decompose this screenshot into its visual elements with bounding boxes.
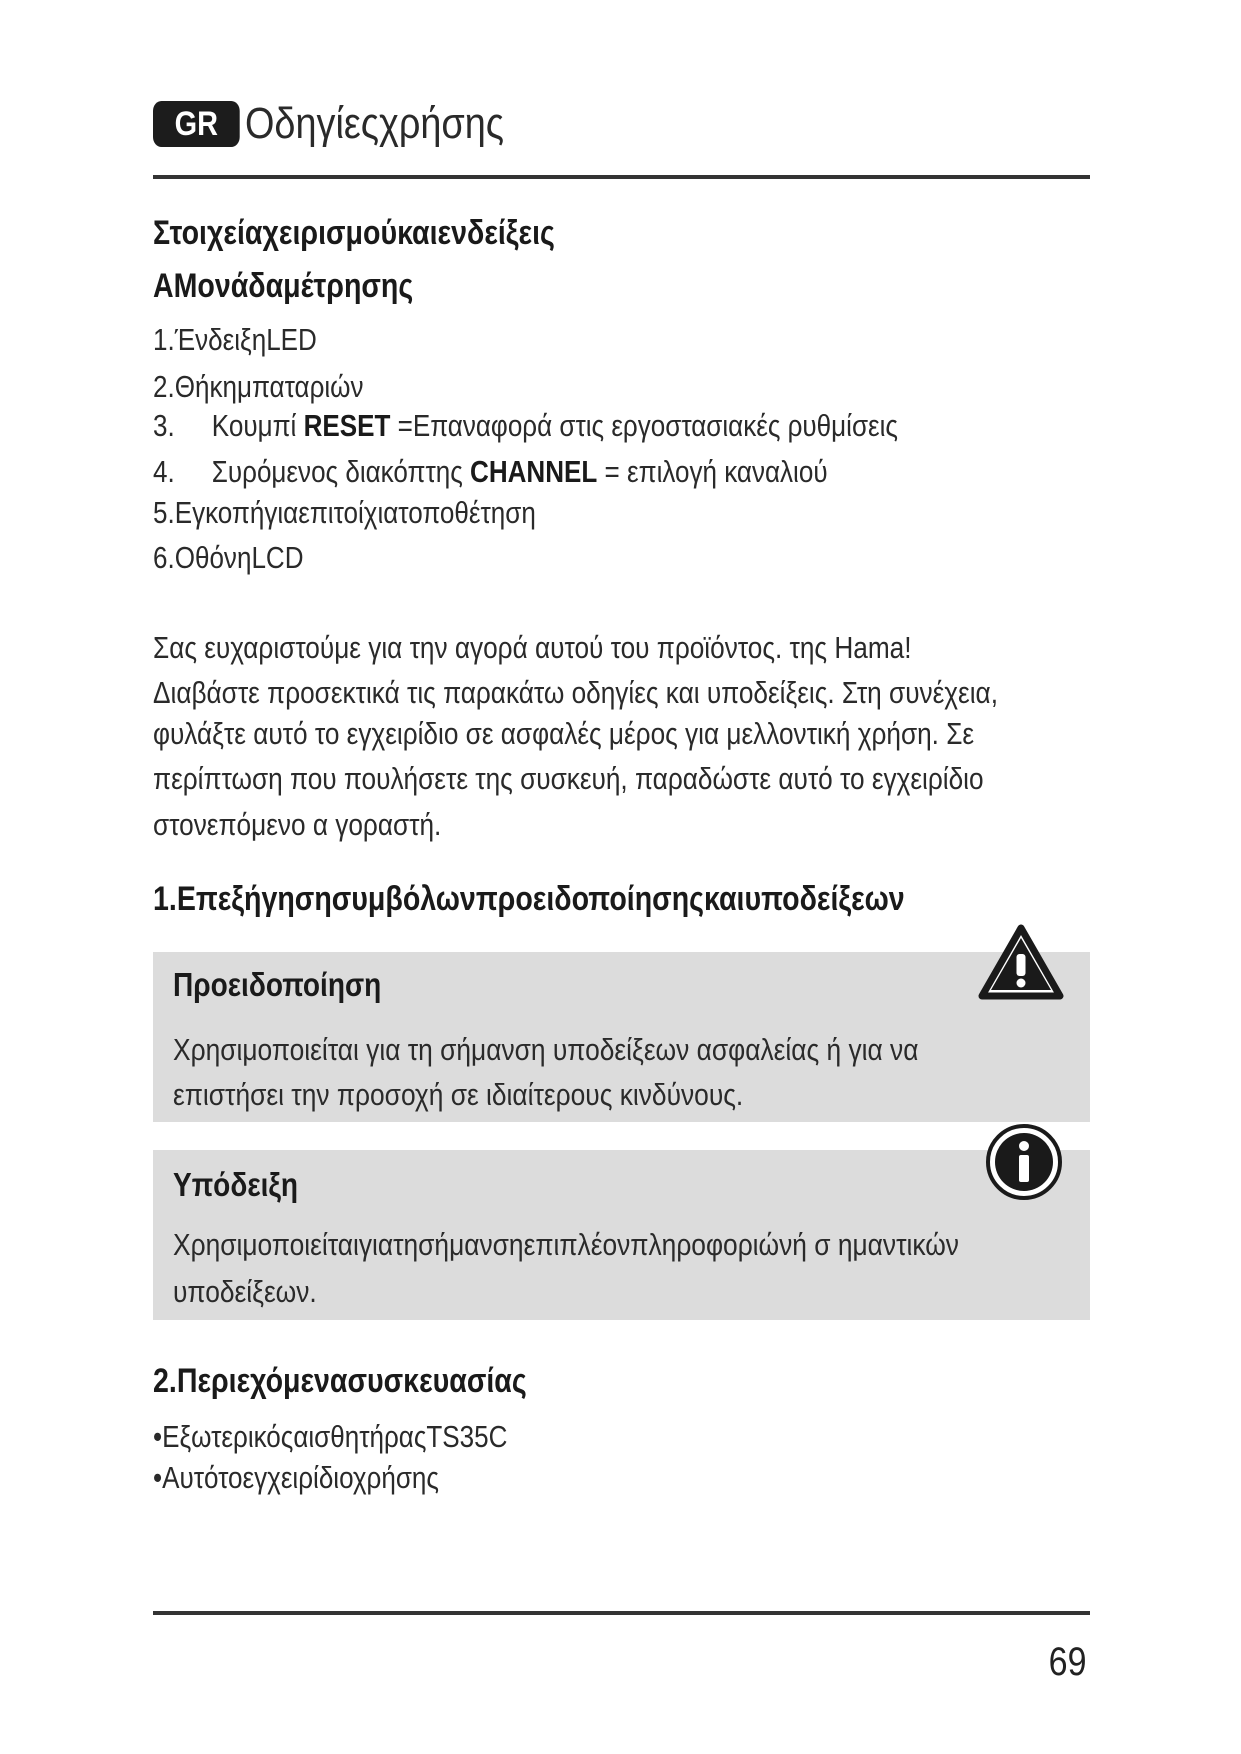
control-item-3-number: 3.: [153, 408, 175, 443]
control-item-4-pre: Συρόμενος διακόπτης: [211, 454, 471, 489]
control-item-3-key: RESET: [303, 408, 391, 443]
note-title: Υπόδειξη: [173, 1166, 299, 1203]
control-item-4: [153, 454, 828, 490]
intro-line-5: στονεπόμενο α γοραστή.: [153, 807, 442, 842]
section2-heading: 2.Περιεχόμενασυσκευασίας: [153, 1362, 527, 1400]
warning-line-1: Χρησιμοποιείται για τη σήμανση υποδείξεων ασφαλείας ή για να: [173, 1032, 919, 1067]
control-item-3-pre: Κουμπί: [211, 408, 304, 443]
unit-subheading: ΑΜονάδαμέτρησης: [153, 267, 414, 305]
intro-line-1: Σας ευχαριστούμε για την αγορά αυτού του προϊόντος. της Hama!: [153, 630, 912, 665]
note-line-2: υποδείξεων.: [173, 1274, 317, 1309]
intro-line-4: περίπτωση που πουλήσετε της συσκευή, παραδώστε αυτό το εγχειρίδιο: [153, 761, 984, 796]
footer-divider: [153, 1611, 1090, 1615]
language-badge: GR: [153, 101, 240, 147]
warning-line-2: επιστήσει την προσοχή σε ιδιαίτερους κινδύνους.: [173, 1077, 744, 1112]
package-item-2: •Αυτότοεγχειρίδιοχρήσης: [153, 1460, 439, 1495]
control-item-1: 1.ΈνδειξηLED: [153, 322, 317, 357]
warning-box: [153, 952, 1090, 1122]
control-item-3-post: =Επαναφορά στις εργοστασιακές ρυθμίσεις: [390, 408, 898, 443]
controls-heading: Στοιχείαχειρισμούκαιενδείξεις: [153, 214, 555, 252]
control-item-2: 2.Θήκημπαταριών: [153, 369, 364, 404]
intro-line-2: Διαβάστε προσεκτικά τις παρακάτω οδηγίες και υποδείξεις. Στη συνέχεια,: [153, 675, 998, 710]
control-item-4-key: CHANNEL: [470, 454, 598, 489]
page-header: [153, 96, 546, 152]
control-item-6: 6.ΟθόνηLCD: [153, 540, 304, 575]
control-item-3: [153, 408, 898, 444]
control-item-5: 5.Εγκοπήγιαεπιτοίχιατοποθέτηση: [153, 495, 536, 530]
warning-title: Προειδοποίηση: [173, 966, 382, 1003]
page-number: 69: [1048, 1640, 1086, 1684]
control-item-4-number: 4.: [153, 454, 175, 489]
section1-heading: 1.Επεξήγησησυμβόλωνπροειδοποίησηςκαιυποδείξεων: [153, 880, 905, 918]
intro-line-3: φυλάξτε αυτό το εγχειρίδιο σε ασφαλές μέρος για μελλοντική χρήση. Σε: [153, 716, 975, 751]
note-box: [153, 1150, 1090, 1320]
info-circle-icon: [984, 1122, 1064, 1202]
control-item-4-post: = επιλογή καναλιού: [597, 454, 828, 489]
warning-triangle-icon: [978, 924, 1064, 1002]
header-divider: [153, 175, 1090, 179]
note-line-1: Χρησιμοποιείταιγιατησήμανσηεπιπλέονπληροφοριώνή σ ημαντικών: [173, 1227, 959, 1262]
package-item-1: •ΕξωτερικόςαισθητήραςTS35C: [153, 1419, 508, 1454]
page-title: Οδηγίεςχρήσης: [245, 99, 505, 148]
